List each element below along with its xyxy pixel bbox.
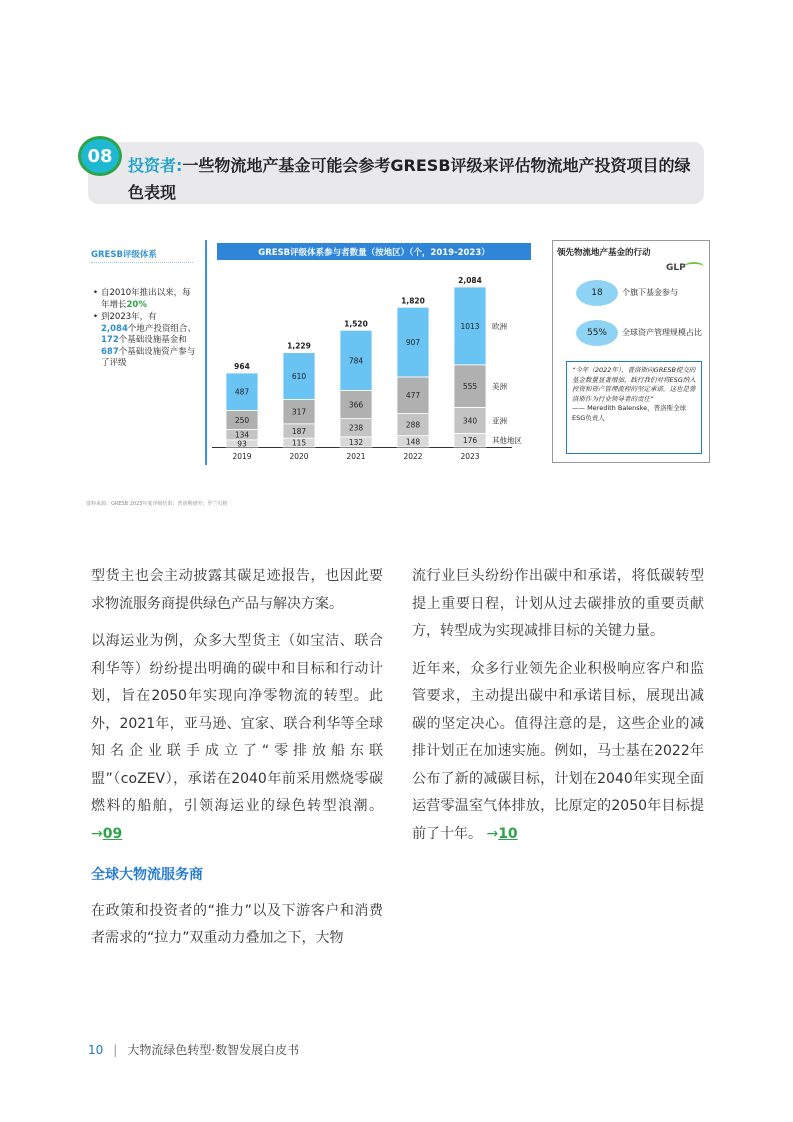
- left-panel-title: GRESB评级体系: [91, 250, 157, 260]
- total-label: 1,229: [287, 341, 311, 351]
- stacked-bar-chart: [212, 262, 542, 465]
- right-panel-title: 领先物流地产基金的行动: [557, 248, 651, 258]
- data-label: 115: [291, 438, 307, 448]
- source-note: 资料来源：GRESB 2023年度评级结果；普洛斯研究；罗兰贝格: [86, 501, 228, 507]
- data-label: 1013: [460, 321, 480, 331]
- chart-title: GRESB评级体系参与者数量（按地区）（个，2019-2023）: [217, 243, 531, 260]
- body-column-left: [91, 563, 383, 963]
- data-label: 366: [348, 400, 364, 410]
- data-label: 176: [462, 436, 478, 446]
- reference-arrow-icon: →: [486, 825, 499, 842]
- body-column-right: [412, 563, 704, 858]
- data-label: 784: [348, 356, 364, 366]
- section-title-accent: 投资者:: [128, 156, 183, 175]
- section-title: [128, 152, 700, 206]
- data-label: 477: [405, 391, 421, 401]
- bullet2-text-b: 个地产投资组合、: [127, 323, 196, 334]
- x-tick-label: 2021: [346, 452, 366, 461]
- stat-label-aum: 全球资产管理规模占比: [622, 328, 702, 337]
- bullet2-text-c: 个基础设施基金和: [118, 335, 187, 345]
- x-tick-label: 2019: [232, 452, 252, 461]
- x-tick-label: 2023: [460, 452, 480, 461]
- data-label: 148: [405, 437, 421, 447]
- x-tick-label: 2022: [403, 452, 423, 461]
- stat-oval-aum: 55%: [576, 320, 618, 346]
- quote-box: [566, 361, 702, 454]
- data-label: 907: [405, 338, 421, 348]
- bullet2-number-2: 172: [101, 335, 119, 345]
- glp-logo: GLP: [666, 263, 686, 273]
- paragraph-text: 近年来，众多行业领先企业积极响应客户和监管要求，主动提出碳中和承诺目标，展现出减碳的坚定决心。值得注意的是，这些企业的减排计划正在加速实施。例如，马士基在2022年公布了新的减碳目标，计划在2040年实现全面运营零温室气体排放，比原定的2050年目标提前了十年。: [412, 660, 704, 842]
- bullet2-number-3: 687: [101, 346, 119, 357]
- glp-logo-arc-icon: [684, 262, 704, 271]
- stat-label-funds: 个旗下基金参与: [622, 288, 678, 297]
- reference-link-10[interactable]: 10: [498, 825, 518, 842]
- bullet2-text-d: 个基础设施资产参与了评级: [101, 346, 196, 368]
- subheading: 全球大物流服务商: [91, 867, 203, 883]
- bullet1-text: 自2010年推出以来，每年增长: [101, 288, 191, 310]
- data-label: 487: [234, 387, 250, 397]
- paragraph: 型货主也会主动披露其碳足迹报告，也因此要求物流服务商提供绿色产品与解决方案。: [91, 568, 383, 612]
- total-label: 1,520: [344, 319, 368, 329]
- data-label: 317: [291, 407, 307, 417]
- paragraph-text: 以海运业为例，众多大型货主（如宝洁、联合利华等）纷纷提出明确的碳中和目标和行动计划，旨在2050年实现向净零物流的转型。此外，2021年，亚马逊、宜家、联合利华等全球知名企业联手成立了“零排放船东联盟”（coZEV），承诺在2040年前采用燃烧零碳燃料的船舶，引领海运业的绿色转型浪潮。: [91, 633, 383, 814]
- total-label: 964: [234, 361, 250, 371]
- list-item: [93, 312, 198, 370]
- data-label: 610: [291, 372, 307, 382]
- bullet1-number: 20%: [126, 299, 147, 310]
- reference-link-09[interactable]: 09: [102, 825, 123, 842]
- quote-author: —— Meredith Balenske，普洛斯全球ESG负责人: [572, 404, 687, 422]
- panel-divider: [205, 240, 207, 465]
- data-label: 132: [348, 437, 364, 447]
- legend-label: 欧洲: [492, 321, 507, 331]
- legend-label: 其他地区: [492, 436, 522, 446]
- footer-separator: |: [113, 1043, 118, 1057]
- data-label: 187: [291, 426, 307, 436]
- bullet2-number-1: 2,084: [101, 323, 128, 334]
- stat-oval-funds: 18: [576, 280, 618, 306]
- reference-arrow-icon: →: [91, 825, 103, 842]
- paragraph: [412, 656, 704, 849]
- bullet2-text-a: 到2023年，有: [101, 312, 157, 322]
- footer-title: 大物流绿色转型·数智发展白皮书: [127, 1043, 300, 1057]
- list-item: [93, 288, 198, 311]
- section-title-text: 一些物流地产基金可能会参考GRESB评级来评估物流地产投资项目的绿色表现: [128, 156, 691, 202]
- left-panel-list: [93, 288, 198, 371]
- quote-text: “今年（2022年），普洛斯向GRESB提交的基金数量显著增加，践行我们对将ESG纳入投资和资产管理流程的坚定承诺。这也是普洛斯作为行业领导者的责任”: [572, 366, 696, 403]
- paragraph: 在政策和投资者的“推力”以及下游客户和消费者需求的“拉力”双重动力叠加之下，大物: [91, 902, 383, 946]
- total-label: 2,084: [458, 276, 482, 285]
- data-label: 134: [234, 430, 250, 440]
- section-number-badge: 08: [78, 136, 122, 176]
- legend-label: 亚洲: [492, 416, 507, 426]
- data-label: 288: [405, 420, 421, 430]
- legend-label: 美洲: [492, 382, 507, 392]
- page-number: 10: [88, 1043, 104, 1057]
- data-label: 93: [237, 439, 247, 449]
- paragraph: [91, 628, 383, 848]
- x-tick-label: 2020: [289, 452, 309, 461]
- data-label: 250: [234, 415, 250, 425]
- left-panel-rule: [91, 262, 193, 263]
- total-label: 1,820: [401, 296, 425, 306]
- data-label: 238: [348, 423, 364, 433]
- page-footer: [88, 1041, 299, 1058]
- data-label: 340: [462, 416, 478, 426]
- paragraph: 流行业巨头纷纷作出碳中和承诺，将低碳转型提上重要日程，计划从过去碳排放的重要贡献方，转型成为实现减排目标的关键力量。: [412, 568, 704, 639]
- data-label: 555: [462, 382, 478, 392]
